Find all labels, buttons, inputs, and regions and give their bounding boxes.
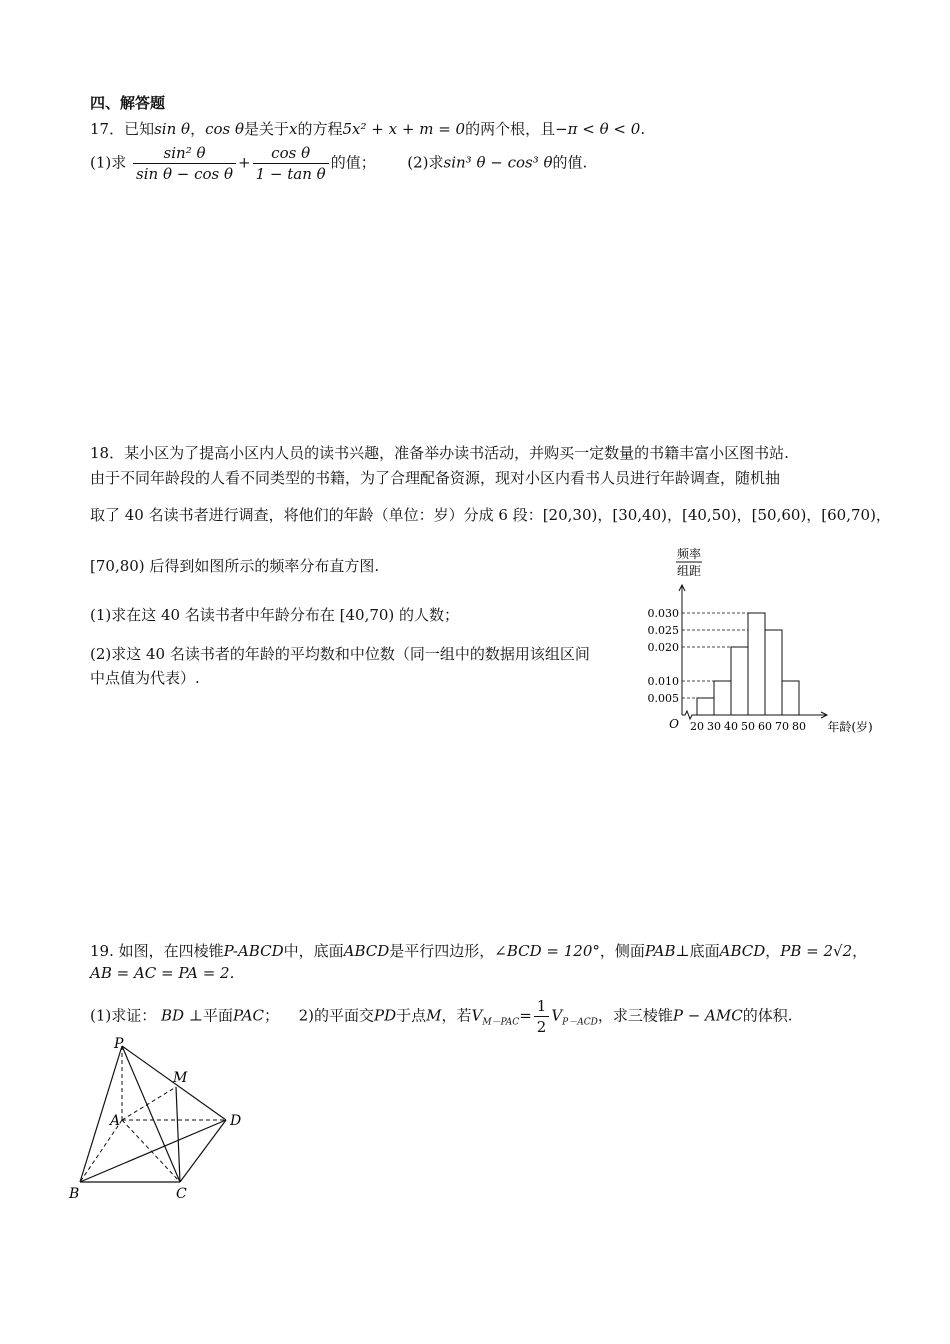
q19-line1-c: 是平行四边形， <box>389 942 495 960</box>
q19-line1-a: 19. 如图，在四棱锥 <box>90 942 224 960</box>
q18-part2b: 中点值为代表）. <box>90 669 200 687</box>
q18-line3: 取了 40 名读书者进行调查，将他们的年龄（单位：岁）分成 6 段：[20,30)，[30,40)，[40,50)，[50,60)，[60,70)， <box>90 506 891 524</box>
q19-p2-tetra: P − AMC <box>672 1006 743 1025</box>
q17-range: −π < θ < 0 <box>555 120 641 138</box>
q19-line2: AB = AC = PA = 2. <box>90 964 235 982</box>
q17-plus: + <box>238 153 251 172</box>
q19-line1-g: ， <box>852 942 868 960</box>
x-axis-label: 年龄(岁) <box>827 720 873 734</box>
q19-p2-end-b: 的体积. <box>742 1006 793 1025</box>
q19-line1-f: ， <box>765 942 781 960</box>
q19-half-num: 1 <box>534 997 550 1017</box>
q17-frac2-den: 1 − tan θ <box>255 165 326 183</box>
q19-p1-label: (1)求证： <box>90 1006 157 1025</box>
q17-p1-end: 的值； <box>330 153 376 172</box>
q17-cos: cos θ <box>205 120 245 138</box>
q17-x: x <box>289 120 298 138</box>
q19-face: PAB <box>644 942 676 960</box>
vertex-label-M: M <box>173 1070 188 1086</box>
histogram-bar <box>731 647 748 715</box>
q17-frac2 <box>253 144 329 183</box>
q19-half-den: 2 <box>536 1018 547 1036</box>
q17-frac1-num: sin² θ <box>133 144 236 164</box>
q19-v-left-sub: M－PAC <box>482 1017 520 1028</box>
q18-line1: 18．某小区为了提高小区内人员的读书兴趣，准备举办读书活动，并购买一定数量的书籍丰富小区图书站. <box>90 444 789 462</box>
q17-sep: ， <box>190 120 206 138</box>
q19-line1-e: 底面 <box>689 942 720 960</box>
q17-intro-mid2: 的方程 <box>297 120 343 138</box>
origin-label: O <box>669 717 679 731</box>
q17-end: . <box>640 120 646 138</box>
q19-pyramid: P-ABCD <box>223 942 284 960</box>
y-tick-label: 0.030 <box>647 607 679 620</box>
q19-base2: ABCD <box>719 942 766 960</box>
vertex-label-A: A <box>110 1113 121 1129</box>
q19-v-left: V <box>471 1006 483 1025</box>
q19-angle: ∠BCD = 120° <box>494 942 600 960</box>
x-tick-label: 30 <box>707 720 721 733</box>
q19-p2-end-a: ，求三棱锥 <box>597 1006 673 1025</box>
histogram-bar <box>765 630 782 715</box>
y-tick-label: 0.005 <box>647 692 679 705</box>
q19-p1-end: ； <box>264 1006 280 1025</box>
q19-p1-text: 平面 <box>202 1006 233 1025</box>
edge-AC <box>122 1120 180 1182</box>
section-title: 四、解答题 <box>90 94 166 112</box>
q19-v-right-sub: P－ACD <box>562 1017 598 1028</box>
x-tick-label: 40 <box>724 720 738 733</box>
x-tick-label: 60 <box>758 720 772 733</box>
q17-p2-expr: sin³ θ − cos³ θ <box>443 153 553 172</box>
x-tick-label: 70 <box>775 720 789 733</box>
x-tick-label: 20 <box>690 720 704 733</box>
q17-intro-pre: 17．已知 <box>90 120 155 138</box>
q19-half <box>534 997 550 1036</box>
q19-p2-mid: 于点 <box>396 1006 427 1025</box>
chart-y-ticks <box>648 607 680 705</box>
chart-x-ticks <box>690 720 806 733</box>
q18-part2a: (2)求这 40 名读书者的年龄的平均数和中位数（同一组中的数据用该组区间 <box>90 645 590 663</box>
q17-intro <box>90 118 645 139</box>
chart-bars <box>697 613 799 715</box>
pyramid-figure <box>60 1030 260 1210</box>
q17-p2-label: (2)求 <box>407 153 444 172</box>
q17-parts <box>90 144 587 183</box>
edge-AM <box>122 1087 176 1120</box>
q17-sin: sin θ <box>154 120 191 138</box>
y-label-top: 频率 <box>676 547 702 561</box>
histogram-bar <box>697 698 714 715</box>
vertex-label-P: P <box>114 1036 124 1052</box>
q17-p1-label: (1)求 <box>90 153 127 172</box>
y-tick-label: 0.020 <box>647 641 679 654</box>
q19-p1-plane: PAC <box>232 1006 265 1025</box>
vertex-label-C: C <box>176 1186 187 1202</box>
q17-frac2-num: cos θ <box>253 144 329 164</box>
x-tick-label: 80 <box>792 720 806 733</box>
vertex-label-B: B <box>69 1186 80 1202</box>
y-tick-label: 0.025 <box>647 624 679 637</box>
q18-part1: (1)求在这 40 名读书者中年龄分布在 [40,70) 的人数； <box>90 606 460 624</box>
edge-MC <box>176 1087 180 1182</box>
q19-p2-m: M <box>426 1006 442 1025</box>
q17-p2-end: 的值. <box>552 153 588 172</box>
histogram-chart <box>636 540 886 750</box>
q19-line1-d: ，侧面 <box>599 942 645 960</box>
q17-intro-post: 的两个根，且 <box>465 120 556 138</box>
diagonal-BD <box>80 1120 226 1182</box>
q19-pb: PB = 2√2 <box>780 942 853 960</box>
q19-eq: = <box>519 1006 532 1025</box>
q19-v-right: V <box>551 1006 563 1025</box>
q19-perp: ⊥ <box>675 942 690 960</box>
q17-intro-mid: 是关于 <box>244 120 290 138</box>
q17-frac1 <box>133 144 236 183</box>
q19-p1-expr: BD ⊥ <box>161 1006 203 1025</box>
q19-base: ABCD <box>343 942 390 960</box>
q17-equation: 5x² + x + m = 0 <box>342 120 466 138</box>
vertex-label-D: D <box>230 1113 242 1129</box>
x-tick-label: 50 <box>741 720 755 733</box>
histogram-bar <box>782 681 799 715</box>
q18-line4: [70,80) 后得到如图所示的频率分布直方图. <box>90 557 380 575</box>
q19-line1-b: 中，底面 <box>283 942 344 960</box>
q19-p2-if: ，若 <box>441 1006 472 1025</box>
y-label-bottom: 组距 <box>676 564 702 578</box>
q19-line1 <box>90 940 867 961</box>
q17-frac1-den: sin θ − cos θ <box>136 165 234 183</box>
q19-p2-label: 2)的平面交 <box>298 1006 374 1025</box>
y-tick-label: 0.010 <box>647 675 679 688</box>
q18-line2: 由于不同年龄段的人看不同类型的书籍，为了合理配备资源，现对小区内看书人员进行年龄调查，随机抽 <box>90 469 781 487</box>
histogram-bar <box>748 613 765 715</box>
histogram-bar <box>714 681 731 715</box>
q19-p2-pd: PD <box>374 1006 397 1025</box>
